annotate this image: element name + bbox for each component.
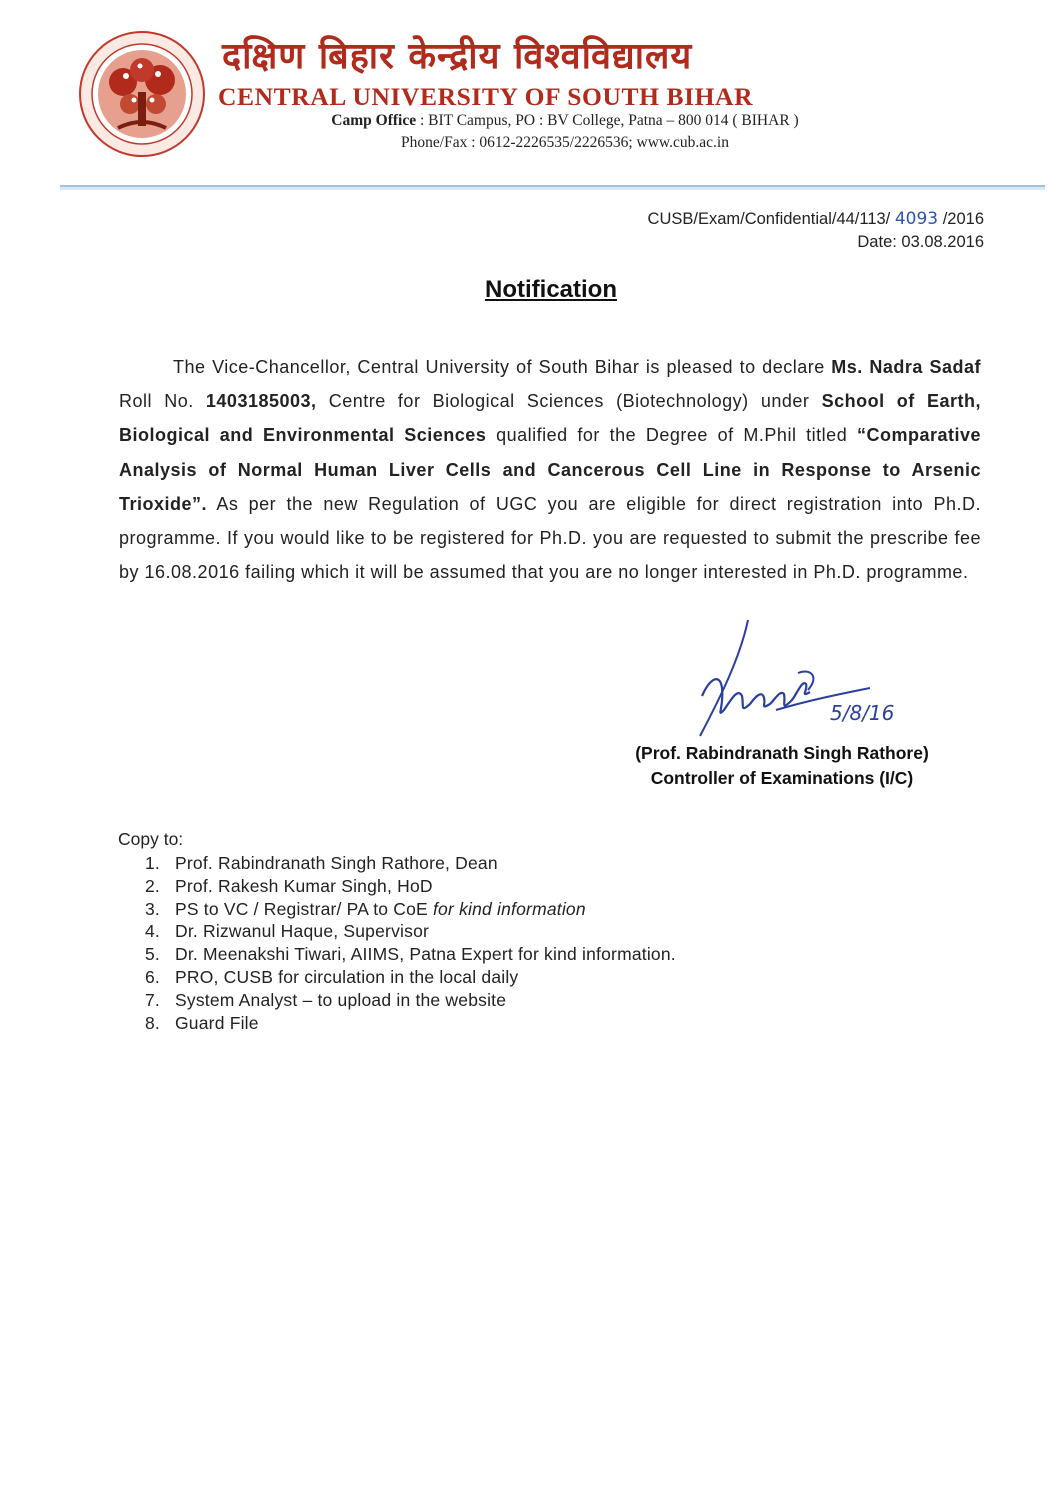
camp-office-address (240, 112, 890, 130)
school-name: School of Earth, Biological and Environmental Sciences (119, 391, 981, 446)
reference-number (648, 208, 984, 231)
list-item (145, 966, 676, 989)
phone-fax-website: Phone/Fax : 0612-2226535/2226536; www.cub.ac.in (401, 134, 729, 151)
list-item (145, 875, 676, 898)
list-item-text: Prof. Rabindranath Singh Rathore, Dean (175, 853, 498, 873)
list-item-text: System Analyst – to upload in the website (175, 989, 507, 1010)
list-item-number: 3. (145, 898, 160, 919)
list-item-text: PS to VC / Registrar/ PA to CoE (175, 898, 433, 919)
camp-office-label: Camp Office (331, 112, 417, 129)
student-name: Ms. Nadra Sadaf (831, 357, 981, 377)
list-item (145, 989, 676, 1012)
camp-office-text: : BIT Campus, PO : BV College, Patna – 800 014 ( BIHAR ) (416, 112, 799, 129)
list-item-number: 1. (145, 853, 160, 873)
reference-suffix: /2016 (938, 210, 984, 228)
list-item (145, 898, 676, 921)
handwritten-signature (680, 618, 900, 748)
list-item-number: 7. (145, 989, 160, 1010)
copy-to-list (145, 852, 676, 1034)
list-item-number: 6. (145, 966, 160, 987)
university-seal-logo (78, 30, 206, 158)
svg-text:5/8/16: 5/8/16 (830, 701, 895, 725)
list-item-text: Prof. Rakesh Kumar Singh, HoD (175, 875, 433, 896)
reference-block (648, 208, 984, 254)
page-title: Notification (485, 276, 617, 303)
signatory-designation: Controller of Examinations (I/C) (650, 768, 914, 788)
body-roll-label: Roll No. (119, 391, 206, 412)
list-item-italic: for kind information (432, 898, 586, 919)
university-name-english: CENTRAL UNIVERSITY OF SOUTH BIHAR (218, 82, 754, 111)
reference-prefix: CUSB/Exam/Confidential/44/113/ (647, 210, 895, 228)
body-intro: The Vice-Chancellor, Central University of South Bihar is pleased to declare (173, 357, 832, 377)
list-item-text: Dr. Meenakshi Tiwari, AIIMS, Patna Expert for kind information. (175, 944, 676, 965)
body-centre: Centre for Biological Sciences (Biotechnology) under (316, 391, 822, 412)
signatory-block (597, 741, 967, 791)
list-item-number: 4. (145, 921, 160, 942)
list-item (145, 1012, 676, 1035)
university-name-hindi: दक्षिण बिहार केन्द्रीय विश्वविद्यालय (222, 36, 693, 77)
list-item (145, 943, 676, 966)
list-item-text: Guard File (175, 1012, 259, 1033)
list-item-number: 5. (145, 944, 160, 965)
list-item (145, 920, 676, 943)
list-item-number: 8. (145, 1012, 160, 1033)
reference-date: Date: 03.08.2016 (857, 233, 984, 251)
list-item-text: Dr. Rizwanul Haque, Supervisor (175, 921, 430, 942)
list-item-text: PRO, CUSB for circulation in the local daily (175, 966, 519, 987)
signatory-name: (Prof. Rabindranath Singh Rathore) (635, 743, 929, 763)
notification-body (119, 350, 981, 589)
body-degree: qualified for the Degree of M.Phil titled (486, 425, 857, 446)
thesis-title: “Comparative Analysis of Normal Human Liver Cells and Cancerous Cell Line in Response to Arsenic Trioxide”. (119, 425, 981, 514)
handwritten-number: 4093 (894, 209, 939, 229)
list-item (145, 852, 676, 875)
body-closing: As per the new Regulation of UGC you are eligible for direct registration into Ph.D. programme. If you would like to be registered for Ph.D. you are requested to submit the prescribe fee by 16.08.2016 failing which it will be assumed that you are no longer interested in Ph.D. programme. (119, 493, 981, 583)
list-item-number: 2. (145, 875, 160, 896)
copy-to-label: Copy to: (118, 829, 184, 849)
letterhead-divider (60, 185, 1045, 190)
roll-number: 1403185003, (205, 391, 317, 412)
